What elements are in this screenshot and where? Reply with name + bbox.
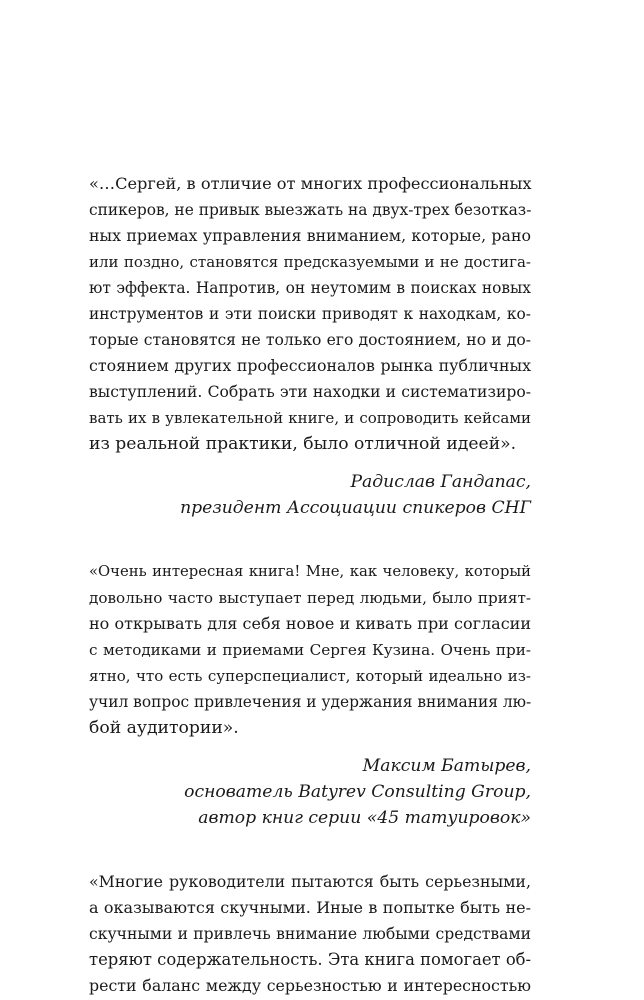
quote-line: или поздно, становятся предсказуемыми и не достига-	[89, 253, 531, 271]
author-name: Максим Батырев,	[362, 756, 531, 776]
quote-line: бой аудитории».	[89, 718, 239, 738]
quote-line: ятно, что есть суперспециалист, который идеально из-	[89, 667, 531, 685]
quote-line: с методиками и приемами Сергея Кузина. Очень при-	[89, 641, 531, 659]
quote-line: торые становятся не только его достоянием, но и до-	[89, 331, 531, 349]
quote-line: учил вопрос привлечения и удержания внимания лю-	[89, 693, 532, 711]
author-name: Радислав Гандапас,	[350, 472, 531, 492]
quote-line: «Многие руководители пытаются быть серьезными,	[89, 872, 531, 891]
quote-line: спикеров, не привык выезжать на двух-трех безотказ-	[89, 201, 532, 219]
quote-line: рести баланс между серьезностью и интересностью	[89, 976, 531, 995]
quote-line: ют эффекта. Напротив, он неутомим в поисках новых	[89, 279, 531, 297]
author-title: автор книг серии «45 татуировок»	[198, 808, 531, 828]
quote-line: скучными и привлечь внимание любыми средствами	[89, 925, 531, 943]
quote-line: инструментов и эти поиски приводят к находкам, ко-	[89, 305, 531, 323]
quote-line: «…Сергей, в отличие от многих профессиональных	[89, 174, 532, 193]
quote-line: теряют содержательность. Эта книга помогает об-	[89, 950, 532, 969]
quote-line: ных приемах управления вниманием, которые, рано	[89, 226, 531, 245]
quote-line: из реальной практики, было отличной идеей».	[89, 434, 517, 454]
quote-line: но открывать для себя новое и кивать при согласии	[89, 614, 531, 633]
author-title: основатель Batyrev Consulting Group,	[184, 782, 531, 802]
quote-line: «Очень интересная книга! Мне, как человеку, который	[89, 563, 531, 580]
quote-line: выступлений. Собрать эти находки и систематизиро-	[89, 383, 531, 401]
quote-line: стоянием других профессионалов рынка публичных	[89, 356, 531, 375]
quote-line: довольно часто выступает перед людьми, было прият-	[89, 589, 531, 607]
quote-line: вать их в увлекательной книге, и сопроводить кейсами	[89, 409, 531, 427]
quote-line: а оказываются скучными. Иные в попытке быть не-	[89, 898, 531, 917]
author-title: президент Ассоциации спикеров СНГ	[180, 498, 531, 518]
